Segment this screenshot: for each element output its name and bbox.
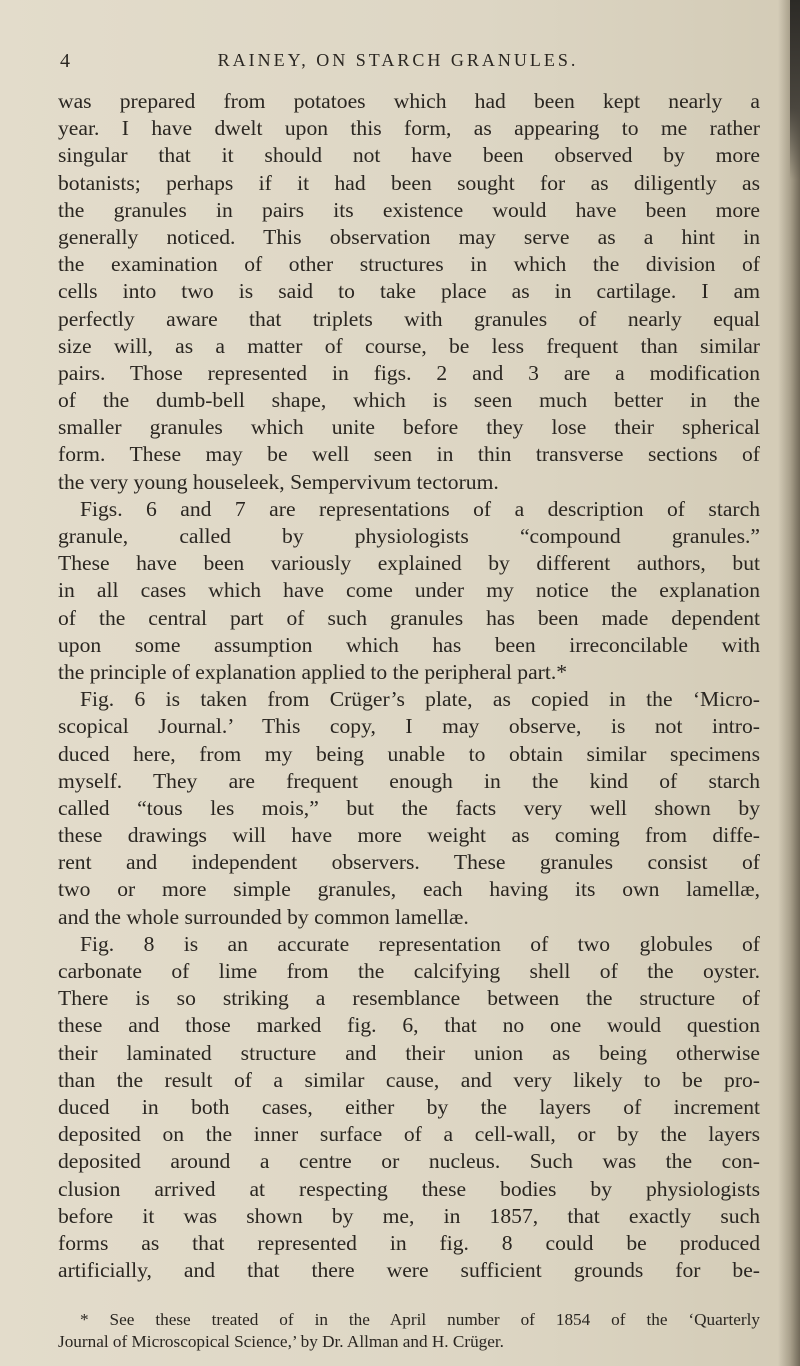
text-line: Fig. 8 is an accurate representation of two globules of bbox=[80, 931, 760, 956]
text-line: botanists; perhaps if it had been sought for as diligently as bbox=[58, 170, 760, 195]
page-header bbox=[48, 46, 748, 80]
text-line: forms as that represented in fig. 8 could be produced bbox=[58, 1230, 760, 1255]
text-line: was prepared from potatoes which had been kept nearly a bbox=[58, 89, 760, 113]
text-line: form. These may be well seen in thin transverse sections of bbox=[58, 442, 760, 467]
text-line: these and those marked fig. 6, that no one would question bbox=[58, 1013, 760, 1038]
footnote-line: * See these treated of in the April number of 1854 of the ‘Quarterly bbox=[80, 1310, 760, 1329]
footnote-line: Journal of Microscopical Science,’ by Dr. Allman and H. Crüger. bbox=[58, 1331, 504, 1351]
text-line: perfectly aware that triplets with granules of nearly equal bbox=[58, 306, 760, 331]
text-line: pairs. Those represented in figs. 2 and 3 are a modification bbox=[58, 360, 760, 385]
body-text bbox=[58, 88, 760, 1284]
text-line: singular that it should not have been observed by more bbox=[58, 143, 760, 168]
text-line: the granules in pairs its existence would have been more bbox=[58, 197, 760, 222]
text-line: clusion arrived at respecting these bodies by physiologists bbox=[58, 1176, 760, 1201]
text-line: artificially, and that there were sufficient grounds for be- bbox=[58, 1258, 760, 1283]
text-line: myself. They are frequent enough in the kind of starch bbox=[58, 768, 760, 793]
text-line: Figs. 6 and 7 are representations of a description of starch bbox=[80, 496, 760, 521]
text-line: carbonate of lime from the calcifying shell of the oyster. bbox=[58, 959, 760, 983]
text-line: of the dumb-bell shape, which is seen much better in the bbox=[58, 388, 760, 413]
text-line: deposited around a centre or nucleus. Such was the con- bbox=[58, 1149, 760, 1174]
text-line: generally noticed. This observation may serve as a hint in bbox=[58, 224, 760, 249]
text-line: granule, called by physiologists “compound granules.” bbox=[58, 524, 760, 548]
text-line: the examination of other structures in which the division of bbox=[58, 252, 760, 277]
page-number: 4 bbox=[60, 50, 70, 72]
text-line: cells into two is said to take place as in cartilage. I am bbox=[58, 279, 760, 304]
text-line: called “tous les mois,” but the facts very well shown by bbox=[58, 795, 760, 820]
text-line: than the result of a similar cause, and very likely to be pro- bbox=[58, 1067, 760, 1092]
text-line: duced in both cases, either by the layers of increment bbox=[58, 1094, 760, 1119]
text-line: scopical Journal.’ This copy, I may observe, is not intro- bbox=[58, 714, 760, 739]
text-line: these drawings will have more weight as coming from diffe- bbox=[58, 823, 760, 848]
text-line: of the central part of such granules has been made dependent bbox=[58, 605, 760, 630]
text-line: duced here, from my being unable to obtain similar specimens bbox=[58, 741, 760, 766]
page-edge-shadow bbox=[778, 0, 800, 1366]
text-line: before it was shown by me, in 1857, that exactly such bbox=[58, 1203, 760, 1228]
running-head: RAINEY, ON STARCH GRANULES. bbox=[217, 50, 579, 70]
text-line: their laminated structure and their union as being otherwise bbox=[58, 1040, 760, 1065]
text-line: Fig. 6 is taken from Crüger’s plate, as copied in the ‘Micro- bbox=[80, 687, 760, 712]
text-line: the very young houseleek, Sempervivum tectorum. bbox=[58, 469, 499, 494]
text-line: and the whole surrounded by common lamellæ. bbox=[58, 904, 469, 929]
text-line: smaller granules which unite before they lose their spherical bbox=[58, 415, 760, 440]
footnote bbox=[58, 1309, 760, 1352]
text-line: upon some assumption which has been irreconcilable with bbox=[58, 632, 760, 657]
text-line: the principle of explanation applied to the peripheral part.* bbox=[58, 659, 568, 684]
text-line: rent and independent observers. These granules consist of bbox=[58, 850, 760, 875]
text-line: year. I have dwelt upon this form, as appearing to me rather bbox=[58, 116, 760, 141]
binding-edge bbox=[790, 0, 800, 180]
text-line: size will, as a matter of course, be less frequent than similar bbox=[58, 333, 760, 358]
text-line: These have been variously explained by different authors, but bbox=[58, 551, 760, 576]
text-line: in all cases which have come under my notice the explanation bbox=[58, 578, 760, 603]
text-line: There is so striking a resemblance between the structure of bbox=[58, 986, 760, 1011]
text-line: deposited on the inner surface of a cell-wall, or by the layers bbox=[58, 1122, 760, 1147]
text-line: two or more simple granules, each having its own lamellæ, bbox=[58, 877, 760, 902]
